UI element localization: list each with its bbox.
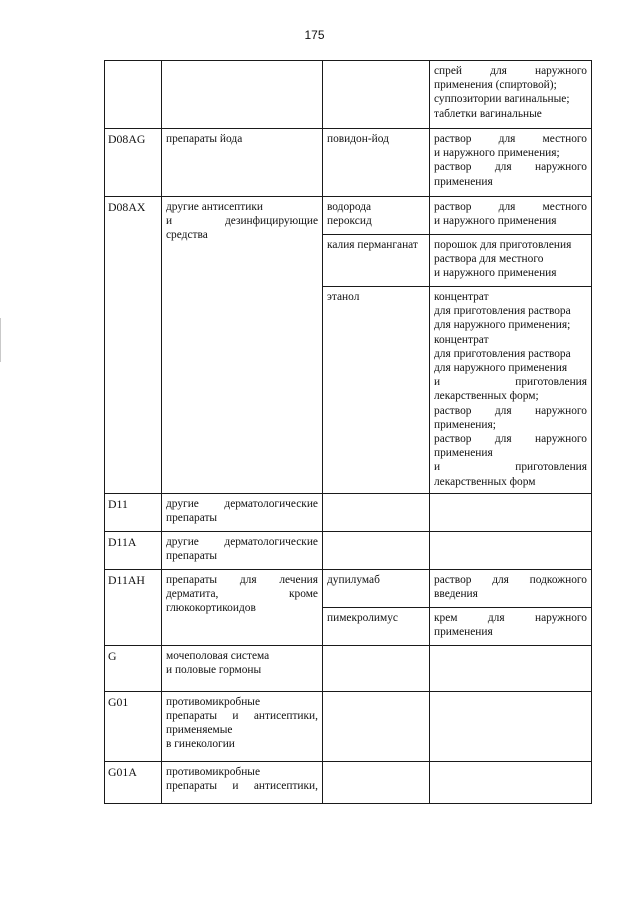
- dosage-form-cell: [430, 645, 592, 691]
- group-line: другие антисептики: [166, 201, 263, 213]
- group-line: препараты и антисептики,: [166, 710, 318, 723]
- form-line: введения: [434, 588, 478, 601]
- group-line: дерматита, кроме: [166, 588, 318, 601]
- table-row-g01a: [105, 761, 592, 803]
- group-cell: [162, 197, 323, 494]
- drug-cell: [323, 235, 430, 287]
- drug-line: пероксид: [327, 215, 372, 228]
- form-line: раствора для местного: [434, 253, 544, 266]
- drug-cell: [323, 645, 430, 691]
- drug-cell: [323, 197, 430, 235]
- atc-code-cell: D11: [105, 493, 162, 531]
- group-line: препараты: [166, 550, 218, 563]
- page-number: 175: [304, 28, 325, 42]
- form-line: концентрат: [434, 333, 489, 346]
- table-row-d08ag: [105, 129, 592, 197]
- form-line: для наружного применения: [434, 362, 568, 375]
- group-line: средства: [166, 229, 208, 242]
- group-line: препараты и антисептики,: [166, 780, 318, 793]
- table-row-g01: [105, 691, 592, 761]
- form-line: раствор для наружного: [434, 433, 587, 446]
- drug-table: [104, 60, 592, 804]
- drug-line: водорода: [327, 201, 372, 213]
- drug-cell: [323, 61, 430, 129]
- group-line: глюкокортикоидов: [166, 602, 256, 615]
- table-row-d08ax: [105, 197, 592, 235]
- form-line: для наружного применения;: [434, 319, 571, 332]
- atc-code-cell: G: [105, 645, 162, 691]
- table-row-d11ah: [105, 569, 592, 607]
- form-line: применения: [434, 626, 493, 639]
- form-line: крем для наружного: [434, 611, 587, 624]
- table-row-g: [105, 645, 592, 691]
- dosage-form-cell: [430, 761, 592, 803]
- drug-cell: [323, 287, 430, 494]
- dosage-form-cell: [430, 691, 592, 761]
- table-row-d11a: [105, 531, 592, 569]
- atc-code-cell: D11AH: [105, 569, 162, 645]
- drug-cell: [323, 691, 430, 761]
- form-line: для приготовления раствора: [434, 305, 571, 318]
- form-line: раствор для местного: [434, 201, 587, 213]
- group-line: мочеполовая система: [166, 649, 270, 662]
- dosage-form-cell: [430, 129, 592, 197]
- form-line: суппозитории вагинальные;: [434, 93, 570, 106]
- dosage-form-cell: [430, 569, 592, 607]
- group-line: в гинекологии: [166, 738, 235, 751]
- margin-mark: [0, 318, 1, 362]
- form-line: порошок для приготовления: [434, 239, 572, 251]
- dosage-form-cell: [430, 531, 592, 569]
- group-cell: препараты йода: [162, 129, 323, 197]
- form-line: применения: [434, 175, 493, 188]
- group-line: другие дерматологические: [166, 535, 318, 548]
- form-line: таблетки вагинальные: [434, 107, 542, 120]
- group-line: препараты для лечения: [166, 573, 318, 586]
- dosage-form-cell: [430, 287, 592, 494]
- group-cell: [162, 531, 323, 569]
- group-line: препараты: [166, 512, 218, 525]
- form-line: применения;: [434, 418, 496, 431]
- group-line: применяемые: [166, 724, 233, 737]
- form-line: лекарственных форм;: [434, 390, 539, 403]
- form-line: применения: [434, 447, 493, 460]
- drug-cell: [323, 761, 430, 803]
- atc-code-cell: D08AX: [105, 197, 162, 494]
- form-line: раствор для наружного: [434, 404, 587, 417]
- group-line: противомикробные: [166, 765, 261, 778]
- dosage-form-cell: [430, 61, 592, 129]
- group-cell: [162, 761, 323, 803]
- drug-cell: [323, 531, 430, 569]
- form-line: раствор для наружного: [434, 161, 587, 174]
- drug-line: этанол: [327, 291, 360, 303]
- drug-cell: [323, 493, 430, 531]
- form-line: применения (спиртовой);: [434, 79, 557, 92]
- group-cell: [162, 691, 323, 761]
- drug-line: калия перманганат: [327, 239, 418, 251]
- drug-cell: пимекролимус: [323, 607, 430, 645]
- form-line: спрей для наружного: [434, 65, 587, 77]
- group-line: другие дерматологические: [166, 497, 318, 510]
- drug-cell: дупилумаб: [323, 569, 430, 607]
- form-line: и приготовления: [434, 376, 587, 389]
- group-line: и половые гормоны: [166, 664, 262, 677]
- form-line: и наружного применения: [434, 215, 557, 228]
- atc-code-cell: G01A: [105, 761, 162, 803]
- atc-code-cell: [105, 61, 162, 129]
- form-line: и наружного применения;: [434, 147, 560, 160]
- table-row-d11: [105, 493, 592, 531]
- form-line: и приготовления: [434, 461, 587, 474]
- form-line: и наружного применения: [434, 267, 557, 280]
- group-cell: [162, 61, 323, 129]
- dosage-form-cell: [430, 197, 592, 235]
- atc-code-cell: G01: [105, 691, 162, 761]
- group-line: противомикробные: [166, 695, 261, 708]
- form-line: лекарственных форм: [434, 475, 536, 488]
- table-row-continuation: [105, 61, 592, 129]
- form-line: раствор для местного: [434, 133, 587, 145]
- group-cell: [162, 569, 323, 645]
- drug-cell: повидон-йод: [323, 129, 430, 197]
- dosage-form-cell: [430, 235, 592, 287]
- atc-code-cell: D11A: [105, 531, 162, 569]
- form-line: концентрат: [434, 291, 489, 303]
- atc-code-cell: D08AG: [105, 129, 162, 197]
- group-cell: [162, 493, 323, 531]
- group-cell: [162, 645, 323, 691]
- dosage-form-cell: [430, 493, 592, 531]
- form-line: для приготовления раствора: [434, 347, 571, 360]
- group-line: и дезинфицирующие: [166, 215, 318, 228]
- form-line: раствор для подкожного: [434, 573, 587, 586]
- dosage-form-cell: [430, 607, 592, 645]
